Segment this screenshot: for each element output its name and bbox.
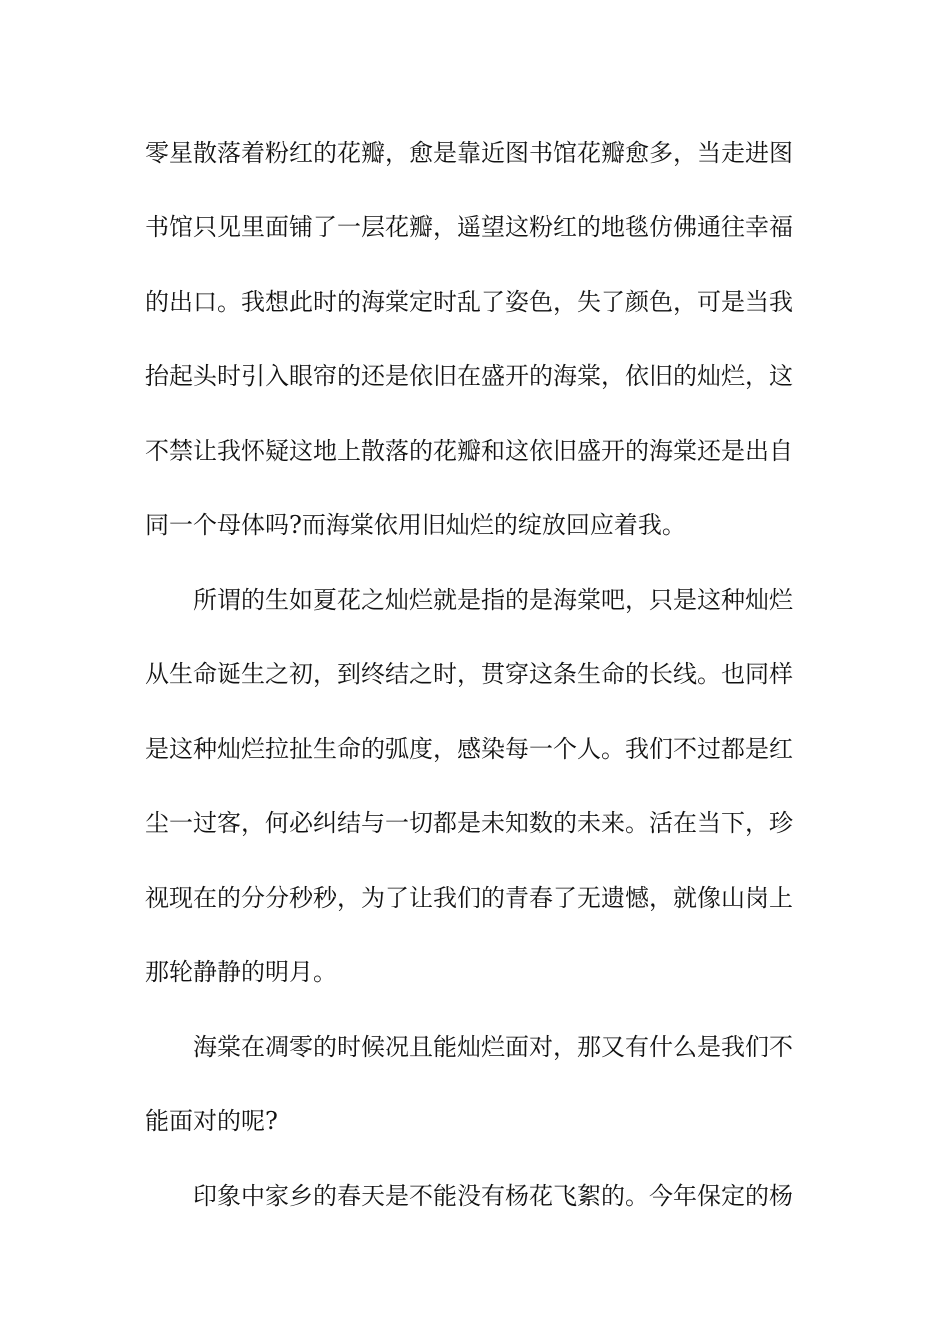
paragraph-first-line: 海棠在凋零的时候况且能灿烂面对，那又有什么是我们不 — [193, 1033, 793, 1061]
text-line: 视现在的分分秒秒，为了让我们的青春了无遗憾，就像山岗上 — [145, 884, 793, 912]
paragraph-first-line: 所谓的生如夏花之灿烂就是指的是海棠吧，只是这种灿烂 — [193, 586, 793, 614]
text-line: 书馆只见里面铺了一层花瓣，遥望这粉红的地毯仿佛通往幸福 — [145, 213, 793, 241]
text-line: 零星散落着粉红的花瓣，愈是靠近图书馆花瓣愈多，当走进图 — [145, 139, 793, 167]
text-line: 不禁让我怀疑这地上散落的花瓣和这依旧盛开的海棠还是出自 — [145, 437, 793, 465]
text-line: 尘一过客，何必纠结与一切都是未知数的未来。活在当下，珍 — [145, 809, 793, 837]
text-line: 的出口。我想此时的海棠定时乱了姿色，失了颜色，可是当我 — [145, 288, 793, 316]
text-line: 同一个母体吗?而海棠依用旧灿烂的绽放回应着我。 — [145, 511, 686, 539]
paragraph-first-line: 印象中家乡的春天是不能没有杨花飞絮的。今年保定的杨 — [193, 1182, 793, 1210]
text-line: 从生命诞生之初，到终结之时，贯穿这条生命的长线。也同样 — [145, 660, 793, 688]
text-line: 是这种灿烂拉扯生命的弧度，感染每一个人。我们不过都是红 — [145, 735, 793, 763]
text-line: 那轮静静的明月。 — [145, 958, 337, 986]
text-line: 抬起头时引入眼帘的还是依旧在盛开的海棠，依旧的灿烂，这 — [145, 362, 793, 390]
text-line: 能面对的呢? — [145, 1107, 278, 1135]
